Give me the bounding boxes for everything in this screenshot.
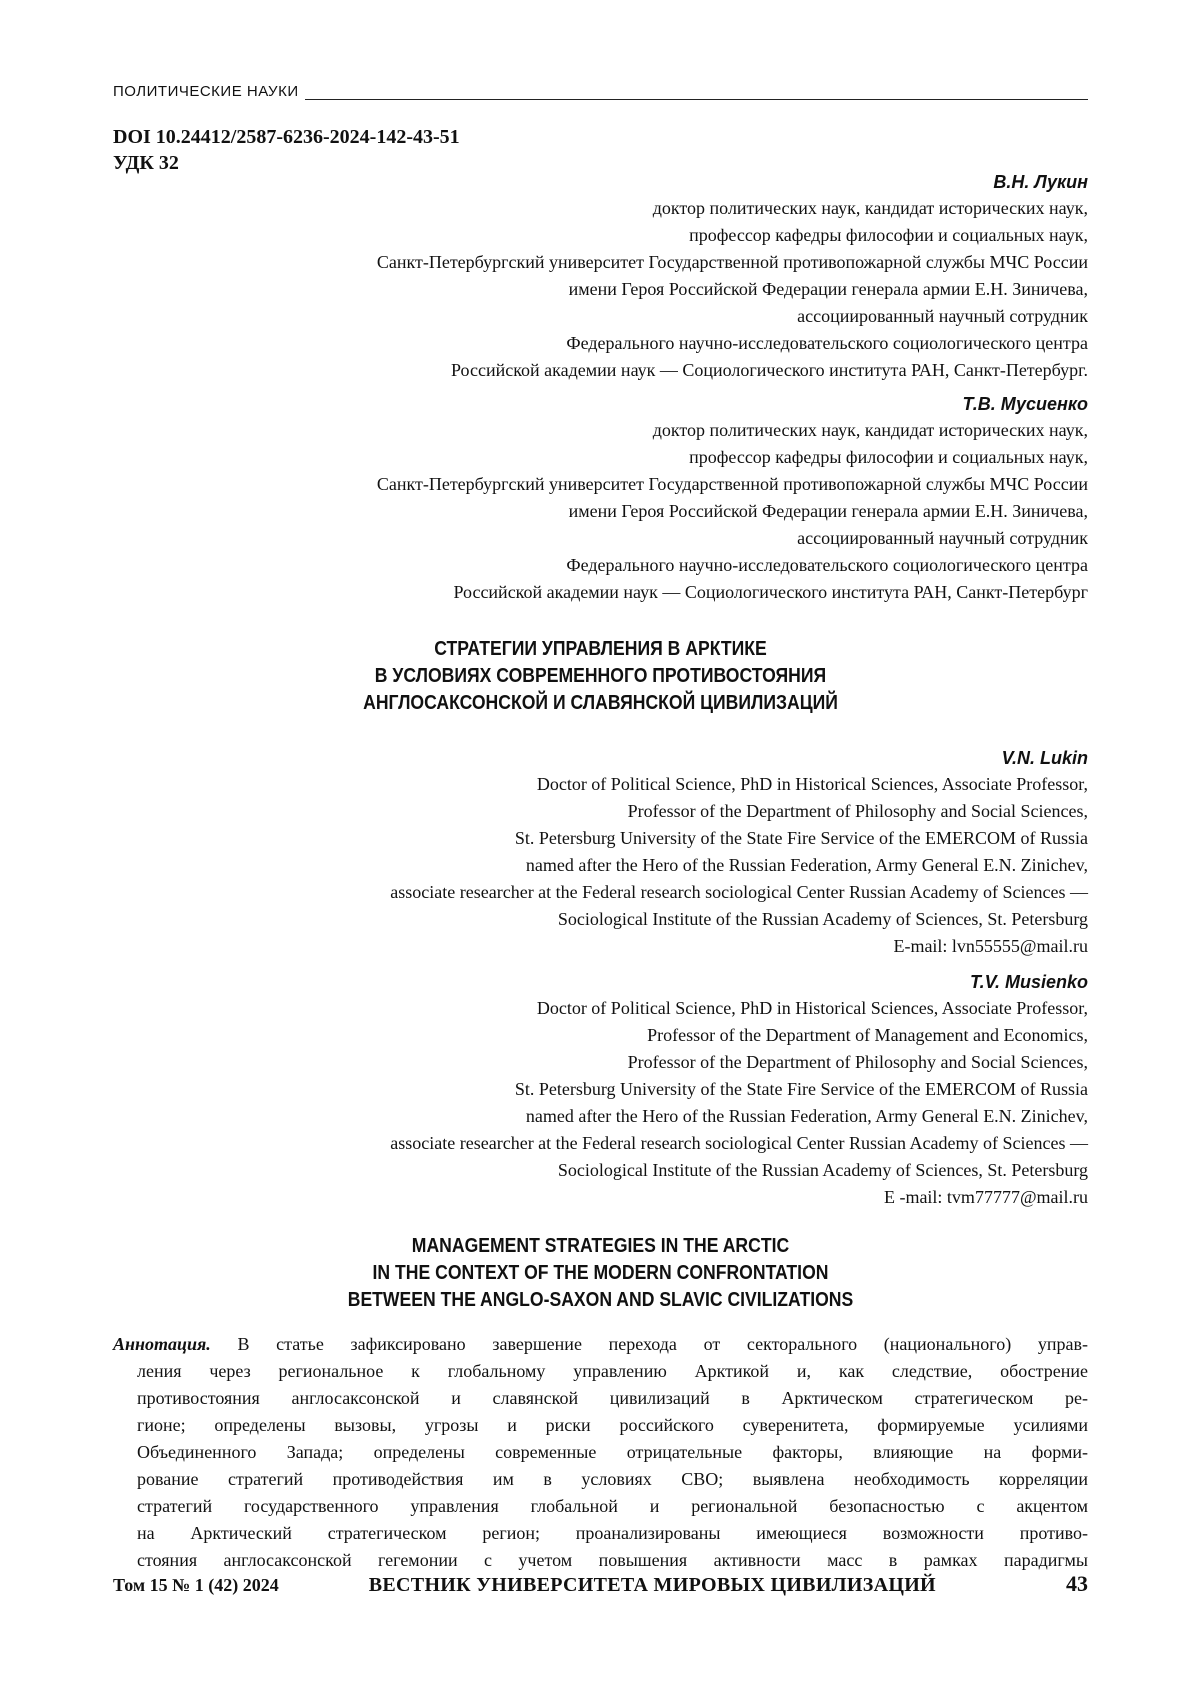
page-footer — [113, 1571, 1088, 1597]
abstract-line: гионе; определены вызовы, угрозы и риски российского суверенитета, формируемые усилиями — [137, 1415, 1088, 1435]
affiliation-line: Санкт-Петербургский университет Государственной противопожарной службы МЧС России — [376, 252, 1088, 272]
abstract-first-line-text: В статье зафиксировано завершение перехода от секторального (национального) управ- — [210, 1334, 1088, 1354]
udk: УДК 32 — [113, 152, 179, 174]
author-en-1 — [113, 743, 1088, 960]
affiliation-line: Sociological Institute of the Russian Academy of Sciences, St. Petersburg — [557, 1160, 1088, 1180]
affiliation-line: Professor of the Department of Philosophy and Social Sciences, — [627, 1052, 1088, 1072]
author-name: В.Н. Лукин — [993, 172, 1088, 192]
title-line: IN THE CONTEXT OF THE MODERN CONFRONTATION — [372, 1262, 829, 1284]
abstract-line: Объединенного Запада; определены современные отрицательные факторы, влияющие на форми- — [137, 1442, 1088, 1462]
affiliation-line: профессор кафедры философии и социальных наук, — [689, 447, 1088, 467]
affiliation-line: ассоциированный научный сотрудник — [797, 528, 1088, 548]
affiliation-line: имени Героя Российской Федерации генерала армии Е.Н. Зиничева, — [568, 279, 1088, 299]
affiliation-line: Sociological Institute of the Russian Academy of Sciences, St. Petersburg — [557, 909, 1088, 929]
abstract-line: рование стратегий противодействия им в условиях СВО; выявлена необходимость корреляции — [137, 1469, 1088, 1489]
author-affiliation — [113, 771, 1088, 960]
header-rule — [305, 87, 1088, 100]
affiliation-line: Федерального научно-исследовательского социологического центра — [566, 555, 1088, 575]
section-label: ПОЛИТИЧЕСКИЕ НАУКИ — [113, 83, 299, 100]
title-line: BETWEEN THE ANGLO-SAXON AND SLAVIC CIVILIZATIONS — [347, 1289, 854, 1311]
affiliation-line: Professor of the Department of Management and Economics, — [647, 1025, 1088, 1045]
affiliation-line: доктор политических наук, кандидат исторических наук, — [652, 420, 1088, 440]
affiliation-line: профессор кафедры философии и социальных наук, — [689, 225, 1088, 245]
author-affiliation — [113, 195, 1088, 384]
author-en-2 — [113, 967, 1088, 1211]
abstract-lead: Аннотация. — [113, 1334, 211, 1354]
affiliation-line: Федерального научно-исследовательского социологического центра — [566, 333, 1088, 353]
running-header — [113, 83, 1088, 100]
title-line: В УСЛОВИЯХ СОВРЕМЕННОГО ПРОТИВОСТОЯНИЯ — [374, 665, 827, 687]
article-title-ru — [172, 636, 1030, 717]
affiliation-line: named after the Hero of the Russian Federation, Army General E.N. Zinichev, — [525, 855, 1088, 875]
affiliation-line: Doctor of Political Science, PhD in Historical Sciences, Associate Professor, — [536, 998, 1088, 1018]
abstract-line: стояния англосаксонской гегемонии с учетом повышения активности масс в рамках парадигмы — [137, 1550, 1088, 1570]
affiliation-line: St. Petersburg University of the State Fire Service of the EMERCOM of Russia — [514, 1079, 1088, 1099]
affiliation-line: associate researcher at the Federal research sociological Center Russian Academy of Sciences — — [390, 1133, 1088, 1153]
abstract-line: ления через региональное к глобальному управлению Арктикой и, как следствие, обострение — [137, 1361, 1088, 1381]
abstract-line: стратегий государственного управления глобальной и региональной безопасностью с акцентом — [137, 1496, 1088, 1516]
abstract — [113, 1331, 1088, 1574]
journal-name: ВЕСТНИК УНИВЕРСИТЕТА МИРОВЫХ ЦИВИЛИЗАЦИЙ — [368, 1574, 936, 1596]
email[interactable]: E-mail: lvn55555@mail.ru — [893, 936, 1088, 956]
affiliation-line: Российской академии наук — Социологического института РАН, Санкт-Петербург — [453, 582, 1088, 602]
author-ru-2 — [113, 389, 1088, 606]
title-line: АНГЛОСАКСОНСКОЙ И СЛАВЯНСКОЙ ЦИВИЛИЗАЦИЙ — [363, 692, 838, 714]
author-name: V.N. Lukin — [1001, 748, 1088, 768]
affiliation-line: ассоциированный научный сотрудник — [797, 306, 1088, 326]
affiliation-line: Doctor of Political Science, PhD in Historical Sciences, Associate Professor, — [536, 774, 1088, 794]
affiliation-line: named after the Hero of the Russian Federation, Army General E.N. Zinichev, — [525, 1106, 1088, 1126]
author-affiliation — [113, 417, 1088, 606]
affiliation-line: Российской академии наук — Социологического института РАН, Санкт-Петербург. — [450, 360, 1088, 380]
doi: DOI 10.24412/2587-6236-2024-142-43-51 — [113, 126, 460, 148]
affiliation-line: имени Героя Российской Федерации генерала армии Е.Н. Зиничева, — [568, 501, 1088, 521]
affiliation-line: Санкт-Петербургский университет Государственной противопожарной службы МЧС России — [376, 474, 1088, 494]
author-name: T.V. Musienko — [969, 972, 1088, 992]
author-affiliation — [113, 995, 1088, 1211]
volume-issue: Том 15 № 1 (42) 2024 — [113, 1575, 279, 1595]
affiliation-line: St. Petersburg University of the State Fire Service of the EMERCOM of Russia — [514, 828, 1088, 848]
affiliation-line: Professor of the Department of Philosophy and Social Sciences, — [627, 801, 1088, 821]
affiliation-line: associate researcher at the Federal research sociological Center Russian Academy of Sciences — — [390, 882, 1088, 902]
affiliation-line: доктор политических наук, кандидат исторических наук, — [652, 198, 1088, 218]
author-name: Т.В. Мусиенко — [962, 394, 1088, 414]
abstract-line: на Арктический стратегическом регион; проанализированы имеющиеся возможности противо- — [137, 1523, 1088, 1543]
title-line: MANAGEMENT STRATEGIES IN THE ARCTIC — [411, 1235, 790, 1257]
article-title-en — [172, 1233, 1030, 1314]
abstract-line — [113, 1331, 1088, 1358]
email[interactable]: E -mail: tvm77777@mail.ru — [883, 1187, 1088, 1207]
page-number: 43 — [1066, 1571, 1088, 1596]
author-ru-1 — [113, 167, 1088, 384]
abstract-line: противостояния англосаксонской и славянской цивилизаций в Арктическом стратегическом ре- — [137, 1388, 1088, 1408]
title-line: СТРАТЕГИИ УПРАВЛЕНИЯ В АРКТИКЕ — [434, 638, 767, 660]
